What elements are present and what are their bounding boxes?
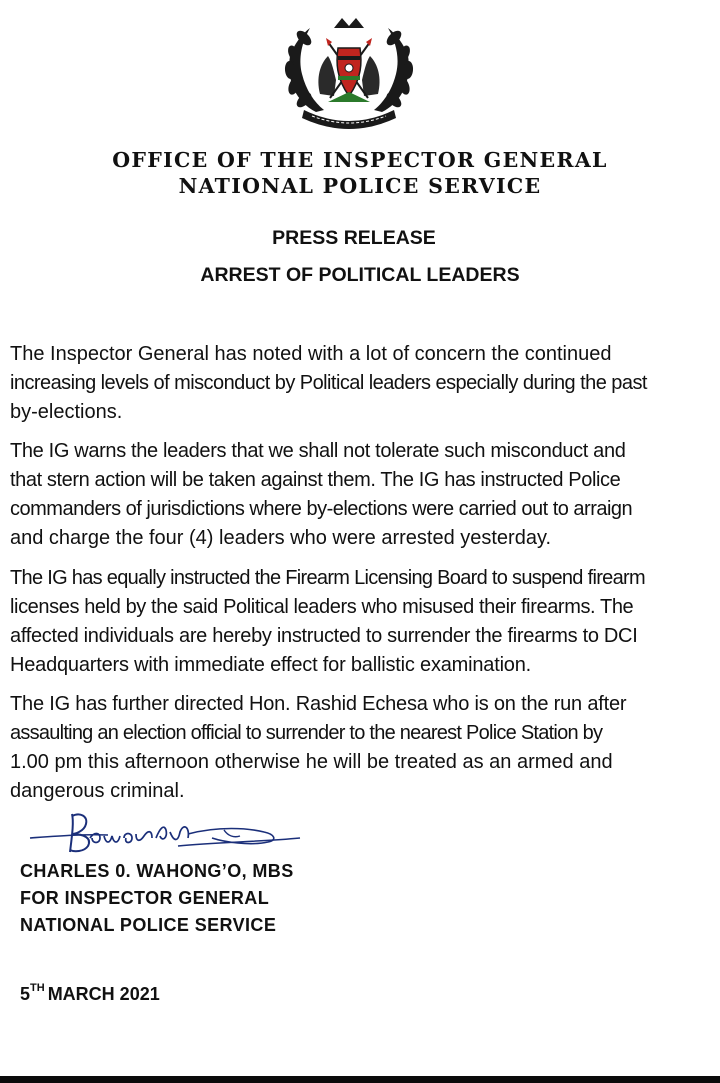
paragraph-line: The Inspector General has noted with a lot of concern the continued: [10, 343, 612, 365]
date-day: 5: [20, 984, 31, 1004]
paragraph-line: increasing levels of misconduct by Political leaders especially during the past: [10, 372, 647, 394]
coat-of-arms-icon: [276, 14, 422, 132]
release-date: [20, 984, 160, 1005]
paragraph-line: commanders of jurisdictions where by-elections were carried out to arraign: [10, 498, 633, 520]
paragraph-line: The IG warns the leaders that we shall not tolerate such misconduct and: [10, 440, 626, 462]
paragraph-line: The IG has equally instructed the Firearm Licensing Board to suspend firearm: [10, 567, 645, 589]
body-paragraph: [10, 437, 710, 553]
paragraph-line: 1.00 pm this afternoon otherwise he will be treated as an armed and: [10, 751, 613, 773]
document-type-heading: PRESS RELEASE: [272, 227, 436, 249]
date-month-year: MARCH 2021: [47, 984, 160, 1004]
paragraph-line: licenses held by the said Political leaders who misused their firearms. The: [10, 596, 634, 618]
paragraph-line: assaulting an election official to surrender to the nearest Police Station by: [10, 722, 603, 744]
signatory-organization: NATIONAL POLICE SERVICE: [20, 915, 277, 935]
paragraph-line: dangerous criminal.: [10, 780, 185, 802]
handwritten-signature: [28, 808, 303, 860]
paragraph-line: that stern action will be taken against them. The IG has instructed Police: [10, 469, 621, 491]
page-bottom-edge: [0, 1076, 720, 1083]
body-paragraph: [10, 340, 710, 427]
paragraph-line: The IG has further directed Hon. Rashid Echesa who is on the run after: [10, 693, 627, 715]
date-suffix: TH: [30, 982, 45, 994]
paragraph-line: and charge the four (4) leaders who were arrested yesterday.: [10, 527, 552, 549]
body-paragraph: [10, 564, 710, 680]
signatory-block: [20, 858, 294, 939]
paragraph-line: affected individuals are hereby instructed to surrender the firearms to DCI: [10, 625, 638, 647]
subject-heading: ARREST OF POLITICAL LEADERS: [200, 264, 520, 286]
signatory-name: CHARLES 0. WAHONG’O, MBS: [20, 861, 294, 881]
service-title: NATIONAL POLICE SERVICE: [178, 174, 542, 198]
body-paragraph: [10, 690, 710, 806]
office-title: OFFICE OF THE INSPECTOR GENERAL: [112, 148, 608, 172]
signatory-role: FOR INSPECTOR GENERAL: [20, 888, 270, 908]
paragraph-line: Headquarters with immediate effect for ballistic examination.: [10, 654, 532, 676]
paragraph-line: by-elections.: [10, 401, 123, 423]
